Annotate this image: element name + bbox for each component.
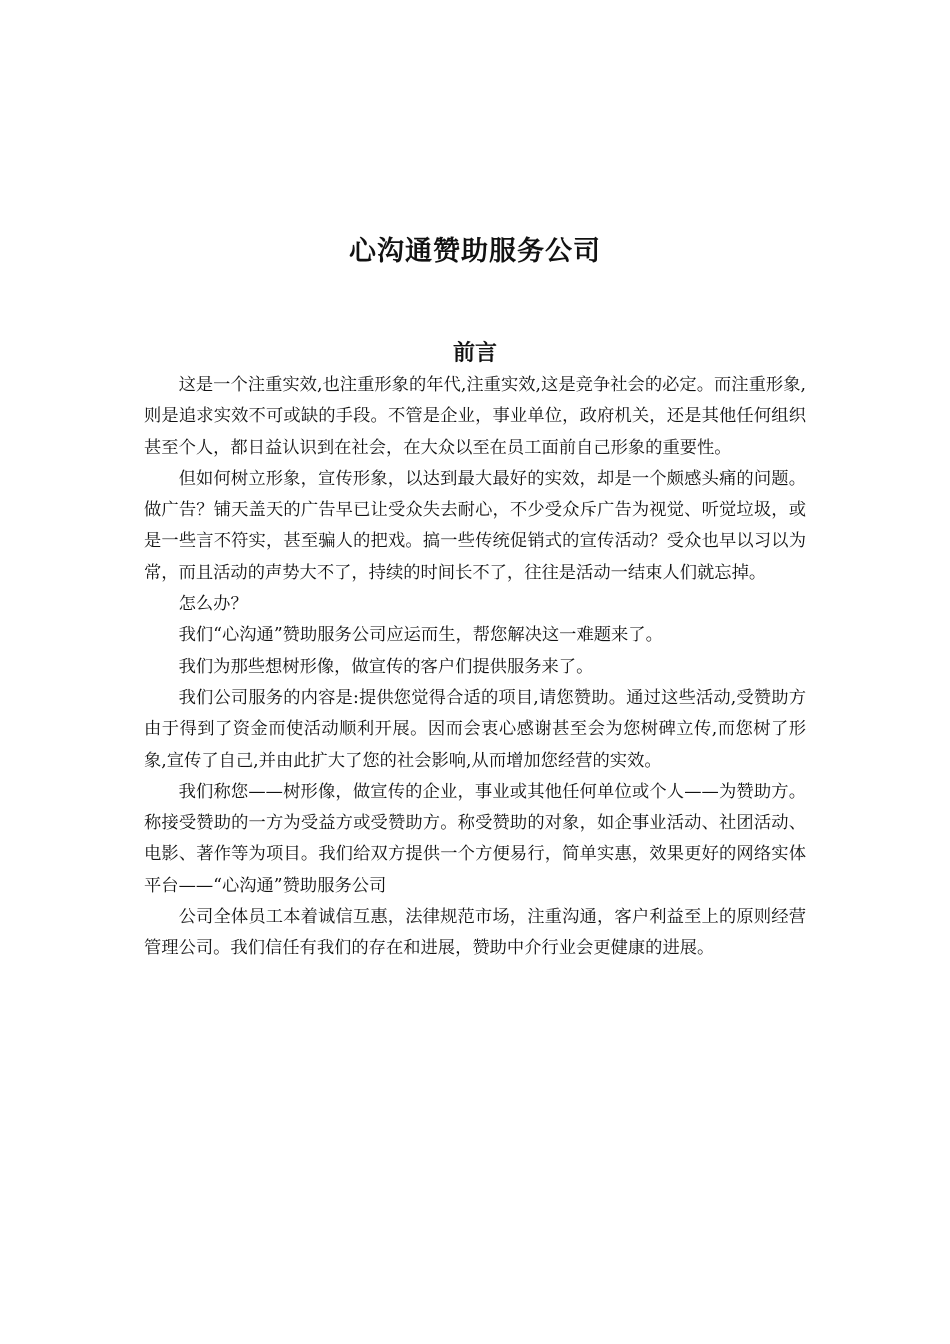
paragraph: 怎么办？ [178, 594, 248, 615]
body-text [144, 370, 806, 965]
paragraph: 但如何树立形象，宣传形象，以达到最大最好的实效，却是一个颇感头痛的问题。做广告？铺天盖天的广告早已让受众失去耐心，不少受众斥广告为视觉、听觉垃圾，或是一些言不符实，甚至骗人的把戏。搞一些传统促销式的宣传活动？受众也早以习以为常，而且活动的声势大不了，持续的时间长不了，往往是活动一结束人们就忘掉。 [144, 468, 806, 583]
paragraph: 我们公司服务的内容是:提供您觉得合适的项目,请您赞助。通过这些活动,受赞助方由于得到了资金而使活动顺利开展。因而会衷心感谢甚至会为您树碑立传,而您树了形象,宣传了自己,并由此扩大了您的社会影响,从而增加您经营的实效。 [144, 687, 806, 771]
paragraph: 我们“心沟通”赞助服务公司应运而生，帮您解决这一难题来了。 [178, 625, 663, 646]
paragraph: 我们称您——树形像，做宣传的企业，事业或其他任何单位或个人——为赞助方。称接受赞助的一方为受益方或受赞助方。称受赞助的对象，如企事业活动、社团活动、电影、著作等为项目。我们给双方提供一个方便易行，简单实惠，效果更好的网络实体平台——“心沟通”赞助服务公司 [144, 781, 806, 896]
paragraph: 公司全体员工本着诚信互惠，法律规范市场，注重沟通，客户利益至上的原则经营管理公司。我们信任有我们的存在和进展，赞助中介行业会更健康的进展。 [144, 907, 806, 959]
section-heading-preface: 前言 [452, 340, 497, 366]
document-title: 心沟通赞助服务公司 [349, 236, 601, 267]
paragraph: 我们为那些想树形像，做宣传的客户们提供服务来了。 [178, 656, 594, 677]
paragraph: 这是一个注重实效,也注重形象的年代,注重实效,这是竞争社会的必定。而注重形象,则是追求实效不可或缺的手段。不管是企业，事业单位，政府机关，还是其他任何组织甚至个人，都日益认识到在社会，在大众以至在员工面前自己形象的重要性。 [144, 375, 806, 458]
